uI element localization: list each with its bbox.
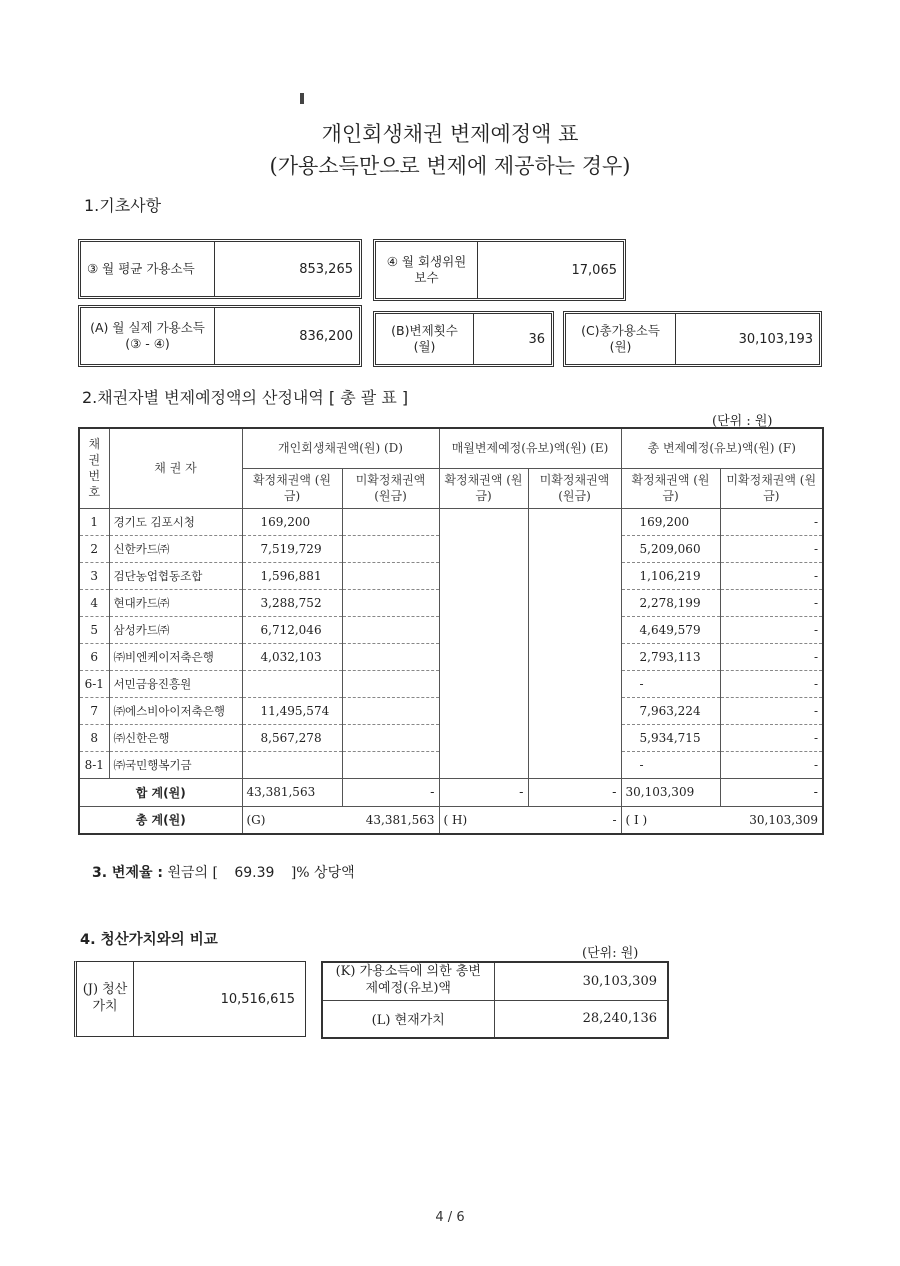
row-e-unconfirmed xyxy=(528,508,621,535)
row-no: 8-1 xyxy=(79,751,109,778)
box-repayment-count xyxy=(373,311,554,367)
box-actual-income-value: 836,200 xyxy=(299,328,353,344)
row-creditor: 삼성카드㈜ xyxy=(109,616,242,643)
header-group-f: 총 변제예정(유보)액(원) (F) xyxy=(621,428,823,468)
row-f-confirmed: - xyxy=(621,751,720,778)
row-d-unconfirmed xyxy=(342,562,439,589)
subtotal-e-unconfirmed: - xyxy=(528,778,621,806)
row-e-unconfirmed xyxy=(528,724,621,751)
header-group-d: 개인회생채권액(원) (D) xyxy=(242,428,439,468)
row-e-unconfirmed xyxy=(528,589,621,616)
table-row xyxy=(79,535,823,562)
rate-text-after: ]% 상당액 xyxy=(290,865,355,881)
total-h-cell xyxy=(439,806,621,834)
box-repayment-count-value: 36 xyxy=(528,331,545,347)
row-f-unconfirmed: - xyxy=(720,616,823,643)
repayment-rate-line xyxy=(92,862,355,882)
row-e-confirmed xyxy=(439,724,528,751)
row-f-unconfirmed: - xyxy=(720,751,823,778)
row-e-confirmed xyxy=(439,670,528,697)
row-f-confirmed: 169,200 xyxy=(621,508,720,535)
table-row xyxy=(79,508,823,535)
box-trustee-fee xyxy=(373,239,626,301)
box-actual-income-label: (A) 월 실제 가용소득 (③ - ④) xyxy=(81,308,215,364)
row-d-confirmed: 1,596,881 xyxy=(242,562,342,589)
l-value: 28,240,136 xyxy=(494,1000,668,1038)
row-e-unconfirmed xyxy=(528,670,621,697)
total-g-value: 43,381,563 xyxy=(365,812,435,827)
subtotal-label: 합 계(원) xyxy=(79,778,242,806)
table-row xyxy=(79,616,823,643)
row-creditor: 현대카드㈜ xyxy=(109,589,242,616)
row-f-unconfirmed: - xyxy=(720,724,823,751)
table-unit: (단위 : 원) xyxy=(712,414,773,429)
table-row xyxy=(79,670,823,697)
row-d-unconfirmed xyxy=(342,508,439,535)
row-e-unconfirmed xyxy=(528,535,621,562)
total-h-value: - xyxy=(612,812,617,827)
page-number: 4 / 6 xyxy=(435,1210,465,1225)
row-f-confirmed: - xyxy=(621,670,720,697)
header-no: 채권 번호 xyxy=(79,428,109,508)
header-f-unconfirmed: 미확정채권액 (원금) xyxy=(720,468,823,508)
row-d-unconfirmed xyxy=(342,724,439,751)
header-group-e: 매월변제예정(유보)액(원) (E) xyxy=(439,428,621,468)
row-d-unconfirmed xyxy=(342,643,439,670)
row-d-unconfirmed xyxy=(342,751,439,778)
repayment-table xyxy=(78,427,824,835)
row-d-confirmed: 6,712,046 xyxy=(242,616,342,643)
box-total-income-value: 30,103,193 xyxy=(738,331,813,347)
liquidation-value-label: (J) 청산 가치 xyxy=(77,962,134,1036)
row-d-confirmed xyxy=(242,751,342,778)
subtotal-f-unconfirmed: - xyxy=(720,778,823,806)
row-d-unconfirmed xyxy=(342,670,439,697)
section1-heading: 1.기초사항 xyxy=(84,196,162,215)
row-d-confirmed: 4,032,103 xyxy=(242,643,342,670)
box-monthly-income-label: ③ 월 평균 가용소득 xyxy=(81,242,215,296)
row-e-confirmed xyxy=(439,562,528,589)
row-f-unconfirmed: - xyxy=(720,562,823,589)
row-d-unconfirmed xyxy=(342,697,439,724)
row-d-confirmed: 7,519,729 xyxy=(242,535,342,562)
table-row xyxy=(79,589,823,616)
table-row xyxy=(79,562,823,589)
row-d-unconfirmed xyxy=(342,616,439,643)
row-e-confirmed xyxy=(439,751,528,778)
row-f-confirmed: 7,963,224 xyxy=(621,697,720,724)
liquidation-value: 10,516,615 xyxy=(220,991,295,1007)
header-e-unconfirmed: 미확정채권액 (원금) xyxy=(528,468,621,508)
row-d-confirmed: 8,567,278 xyxy=(242,724,342,751)
row-d-confirmed: 3,288,752 xyxy=(242,589,342,616)
row-f-confirmed: 4,649,579 xyxy=(621,616,720,643)
section4-heading: 4. 청산가치와의 비교 xyxy=(80,932,218,948)
scan-mark xyxy=(300,93,304,104)
row-e-confirmed xyxy=(439,535,528,562)
row-d-unconfirmed xyxy=(342,589,439,616)
row-creditor: 검단농업협동조합 xyxy=(109,562,242,589)
header-d-unconfirmed: 미확정채권액 (원금) xyxy=(342,468,439,508)
row-e-confirmed xyxy=(439,697,528,724)
box-monthly-income xyxy=(78,239,362,299)
total-i-value: 30,103,309 xyxy=(749,812,818,827)
subtotal-d-unconfirmed: - xyxy=(342,778,439,806)
row-f-unconfirmed: - xyxy=(720,508,823,535)
table-row xyxy=(79,724,823,751)
row-e-confirmed xyxy=(439,643,528,670)
table-row xyxy=(79,751,823,778)
row-creditor: ㈜에스비아이저축은행 xyxy=(109,697,242,724)
row-creditor: ㈜비엔케이저축은행 xyxy=(109,643,242,670)
box-trustee-fee-value: 17,065 xyxy=(571,262,617,278)
row-f-unconfirmed: - xyxy=(720,535,823,562)
row-f-unconfirmed: - xyxy=(720,670,823,697)
document-subtitle: (가용소득만으로 변제에 제공하는 경우) xyxy=(269,154,631,178)
row-e-confirmed xyxy=(439,589,528,616)
liquidation-value-box xyxy=(74,961,306,1037)
row-f-confirmed: 2,278,199 xyxy=(621,589,720,616)
row-e-confirmed xyxy=(439,616,528,643)
box-total-income-label: (C)총가용소득 (원) xyxy=(566,314,676,364)
subtotal-d-confirmed: 43,381,563 xyxy=(242,778,342,806)
header-f-confirmed: 확정채권액 (원금) xyxy=(621,468,720,508)
total-g-cell xyxy=(242,806,439,834)
row-no: 6 xyxy=(79,643,109,670)
total-i-label: ( I ) xyxy=(625,812,648,827)
box-actual-income xyxy=(78,305,362,367)
header-creditor: 채 권 자 xyxy=(109,428,242,508)
row-creditor: 경기도 김포시청 xyxy=(109,508,242,535)
row-f-unconfirmed: - xyxy=(720,643,823,670)
box-repayment-count-label: (B)변제횟수 (월) xyxy=(376,314,474,364)
rate-label: 3. 변제율 : xyxy=(92,865,163,881)
row-creditor: ㈜신한은행 xyxy=(109,724,242,751)
row-e-confirmed xyxy=(439,508,528,535)
row-d-unconfirmed xyxy=(342,535,439,562)
row-no: 8 xyxy=(79,724,109,751)
table-row xyxy=(79,697,823,724)
header-e-confirmed: 확정채권액 (원금) xyxy=(439,468,528,508)
header-d-confirmed: 확정채권액 (원금) xyxy=(242,468,342,508)
row-d-confirmed xyxy=(242,670,342,697)
row-e-unconfirmed xyxy=(528,562,621,589)
box-total-income xyxy=(563,311,822,367)
row-d-confirmed: 11,495,574 xyxy=(242,697,342,724)
row-f-confirmed: 5,209,060 xyxy=(621,535,720,562)
comparison-unit: (단위: 원) xyxy=(582,946,639,961)
row-f-unconfirmed: - xyxy=(720,697,823,724)
table-row xyxy=(79,643,823,670)
k-value: 30,103,309 xyxy=(494,962,668,1000)
subtotal-e-confirmed: - xyxy=(439,778,528,806)
row-e-unconfirmed xyxy=(528,643,621,670)
box-trustee-fee-label: ④ 월 회생위원 보수 xyxy=(376,242,478,298)
row-no: 6-1 xyxy=(79,670,109,697)
row-e-unconfirmed xyxy=(528,616,621,643)
subtotal-f-confirmed: 30,103,309 xyxy=(621,778,720,806)
row-f-unconfirmed: - xyxy=(720,589,823,616)
box-monthly-income-value: 853,265 xyxy=(299,261,353,277)
row-creditor: 신한카드㈜ xyxy=(109,535,242,562)
total-label: 총 계(원) xyxy=(79,806,242,834)
row-no: 3 xyxy=(79,562,109,589)
row-e-unconfirmed xyxy=(528,751,621,778)
row-creditor: ㈜국민행복기금 xyxy=(109,751,242,778)
k-label: (K) 가용소득에 의한 총변제예정(유보)액 xyxy=(322,962,494,1000)
row-d-confirmed: 169,200 xyxy=(242,508,342,535)
document-title: 개인회생채권 변제예정액 표 xyxy=(321,122,579,146)
row-no: 4 xyxy=(79,589,109,616)
row-creditor: 서민금융진흥원 xyxy=(109,670,242,697)
row-f-confirmed: 2,793,113 xyxy=(621,643,720,670)
comparison-table xyxy=(321,961,669,1039)
row-f-confirmed: 5,934,715 xyxy=(621,724,720,751)
total-i-cell xyxy=(621,806,823,834)
l-label: (L) 현재가치 xyxy=(322,1000,494,1038)
section2-heading: 2.채권자별 변제예정액의 산정내역 [ 총 괄 표 ] xyxy=(82,388,409,407)
total-h-label: ( H) xyxy=(443,812,468,827)
total-g-label: (G) xyxy=(246,812,266,827)
row-f-confirmed: 1,106,219 xyxy=(621,562,720,589)
row-no: 7 xyxy=(79,697,109,724)
row-no: 2 xyxy=(79,535,109,562)
row-no: 5 xyxy=(79,616,109,643)
row-no: 1 xyxy=(79,508,109,535)
rate-text-before: 원금의 [ xyxy=(167,865,218,881)
rate-value: 69.39 xyxy=(234,865,275,881)
row-e-unconfirmed xyxy=(528,697,621,724)
